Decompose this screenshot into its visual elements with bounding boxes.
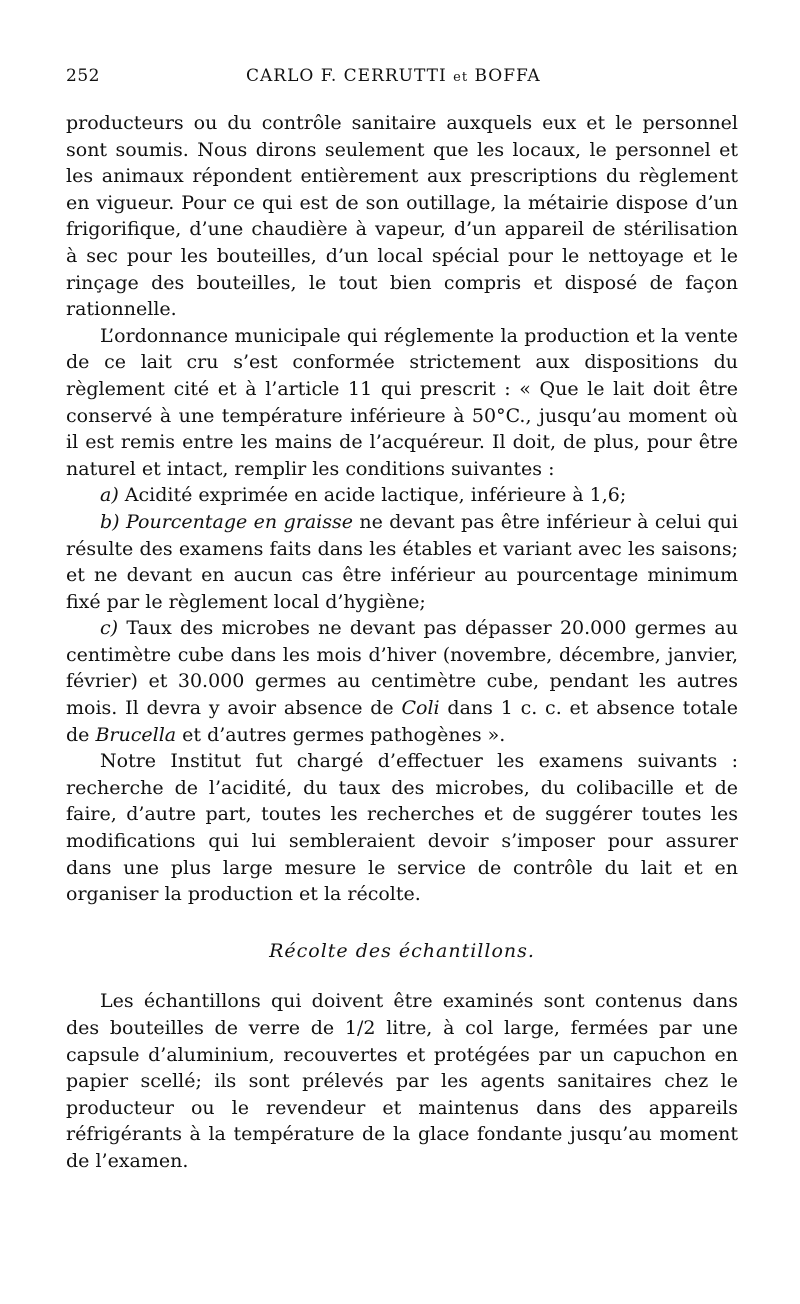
list-item-c-text-2: dans 1 c. c. et absence totale de — [66, 697, 738, 746]
list-item-b-label: b) — [100, 510, 120, 533]
running-title-et: et — [453, 70, 469, 85]
list-item-c-label: c) — [100, 617, 119, 640]
list-item-c-text-1: Taux des microbes ne devant pas dépasser 20.000 germes au centimètre cube dans les mois d’hiver (novembre, décembre, janvier, février) et 30.000 germes au centimètre cube, pendant les autres mois. Il devra y avoir absence de — [66, 617, 738, 720]
paragraph-ordonnance: L’ordonnance municipale qui réglemente la production et la vente de ce lait cru s’est conformée strictement aux dispositions du règlement cité et à l’article 11 qui prescrit : « Que le lait doit être conservé à une température inférieure à 50°C., jusqu’au moment où il est remis entre les mains de l’acquéreur. Il doit, de plus, pour être naturel et intact, remplir les conditions suivantes : — [66, 324, 738, 480]
list-item-a-text: Acidité exprimée en acide lactique, inférieure à 1,6; — [118, 484, 627, 507]
list-item-b — [66, 509, 738, 615]
paragraph-continuation: producteurs ou du contrôle sanitaire auxquels eux et le personnel sont soumis. Nous dirons seulement que les locaux, le personnel et les animaux répondent entièrement aux prescriptions du règlement en vigueur. Pour ce qui est de son outillage, la métairie dispose d’un frigorifique, d’une chaudière à vapeur, d’un appareil de stérilisation à sec pour les bouteilles, d’un local spécial pour le nettoyage et le rinçage des bouteilles, le tout bien compris et disposé de façon rationnelle. — [66, 112, 738, 321]
section-heading: Récolte des échantillons. — [269, 939, 535, 962]
list-item-c-brucella: Brucella — [95, 723, 177, 746]
list-item-a — [66, 482, 738, 509]
list-item-c — [66, 615, 738, 748]
list-item-c-text-3: et d’autres germes pathogènes ». — [176, 723, 506, 746]
body-text — [66, 110, 738, 1175]
list-item-b-text: ne devant pas être inférieur à celui qui résulte des examens faits dans les étables et variant avec les saisons; et ne devant en aucun cas être inférieur au pourcentage minimum fixé par le règlement local d’hygiène; — [66, 510, 738, 613]
running-title-main: CARLO F. CERRUTTI — [246, 66, 447, 86]
running-title-end: BOFFA — [474, 66, 541, 86]
running-head — [66, 66, 738, 90]
list-item-a-label: a) — [100, 484, 119, 507]
list-item-c-coli: Coli — [401, 697, 440, 720]
page-number: 252 — [66, 66, 100, 86]
running-title — [246, 66, 541, 86]
paragraph-echantillons: Les échantillons qui doivent être examinés sont contenus dans des bouteilles de verre de 1/2 litre, à col large, fermées par une capsule d’aluminium, recouvertes et protégées par un capuchon en papier scellé; ils sont prélevés par les agents sanitaires chez le producteur ou le revendeur et maintenus dans des appareils réfrigérants à la température de la glace fondante jusqu’au moment de l’examen. — [66, 990, 738, 1172]
paragraph-institut: Notre Institut fut chargé d’effectuer les examens suivants : recherche de l’acidité, du taux des microbes, du colibacille et de faire, d’autre part, toutes les recherches et de suggérer toutes les modifications qui lui sembleraient devoir s’imposer pour assurer dans une plus large mesure le service de contrôle du lait et en organiser la production et la récolte. — [66, 750, 738, 906]
list-item-b-emphasis: Pourcentage en graisse — [126, 510, 353, 533]
